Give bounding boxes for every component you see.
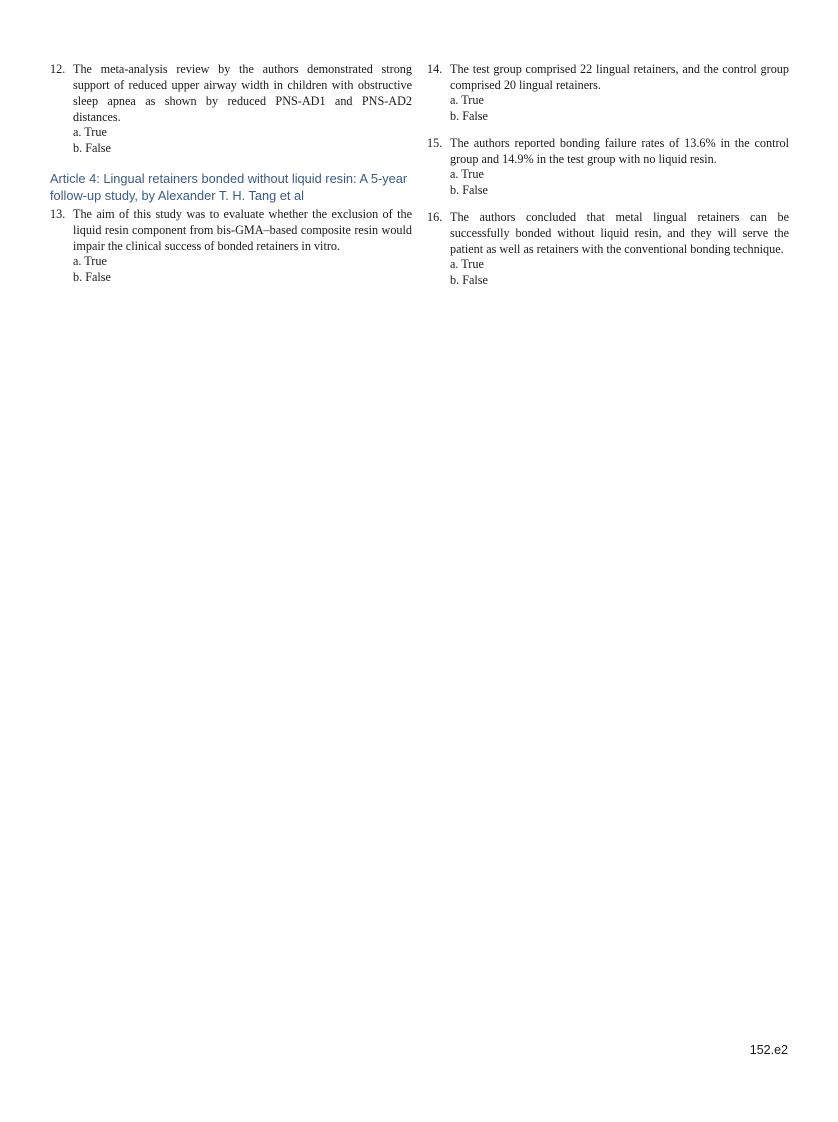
question-16-option-a[interactable]: a. True xyxy=(450,257,484,271)
question-12-text: The meta-analysis review by the authors demonstrated strong support of reduced upper airway width in children with obstructive sleep apnea as shown by reduced PNS-AD1 and PNS-AD2 distances. xyxy=(73,62,412,124)
question-13-option-b[interactable]: b. False xyxy=(73,269,111,284)
question-14-options xyxy=(427,93,789,124)
question-16-options xyxy=(427,257,789,288)
question-12-option-a[interactable]: a. True xyxy=(73,125,107,139)
question-16 xyxy=(427,209,789,288)
question-12-options xyxy=(50,125,412,156)
question-12-stem xyxy=(50,61,412,125)
question-15-number: 15. xyxy=(427,136,443,150)
question-14-option-b[interactable]: b. False xyxy=(450,108,488,123)
article-4-heading: Article 4: Lingual retainers bonded without liquid resin: A 5-year follow-up study, by Alexander T. H. Tang et al xyxy=(50,171,408,203)
question-14-text: The test group comprised 22 lingual retainers, and the control group comprised 20 lingual retainers. xyxy=(450,62,789,92)
question-15-stem xyxy=(427,135,789,167)
question-15-options xyxy=(427,167,789,198)
right-column xyxy=(427,61,789,299)
page-number: 152.e2 xyxy=(749,1043,788,1057)
question-15-option-b[interactable]: b. False xyxy=(450,182,488,197)
question-13 xyxy=(50,206,412,285)
question-12-number: 12. xyxy=(50,62,66,76)
question-13-number: 13. xyxy=(50,207,66,221)
question-15 xyxy=(427,135,789,198)
question-12 xyxy=(50,61,412,156)
question-14-stem xyxy=(427,61,789,93)
question-13-option-a[interactable]: a. True xyxy=(73,254,107,268)
question-14-number: 14. xyxy=(427,62,443,76)
question-13-text: The aim of this study was to evaluate whether the exclusion of the liquid resin component from bis-GMA–based composite resin would impair the clinical success of bonded retainers in vitro. xyxy=(73,207,412,253)
question-13-options xyxy=(50,254,412,285)
question-14-option-a[interactable]: a. True xyxy=(450,93,484,107)
left-column xyxy=(50,61,412,296)
question-16-text: The authors concluded that metal lingual retainers can be successfully bonded without liquid resin, and they will serve the patient as well as retainers with the conventional bonding technique. xyxy=(450,210,789,256)
question-13-stem xyxy=(50,206,412,254)
question-15-option-a[interactable]: a. True xyxy=(450,167,484,181)
question-16-number: 16. xyxy=(427,210,443,224)
question-16-stem xyxy=(427,209,789,257)
question-15-text: The authors reported bonding failure rates of 13.6% in the control group and 14.9% in the test group with no liquid resin. xyxy=(450,136,789,166)
question-16-option-b[interactable]: b. False xyxy=(450,272,488,287)
question-12-option-b[interactable]: b. False xyxy=(73,140,111,155)
question-14 xyxy=(427,61,789,124)
